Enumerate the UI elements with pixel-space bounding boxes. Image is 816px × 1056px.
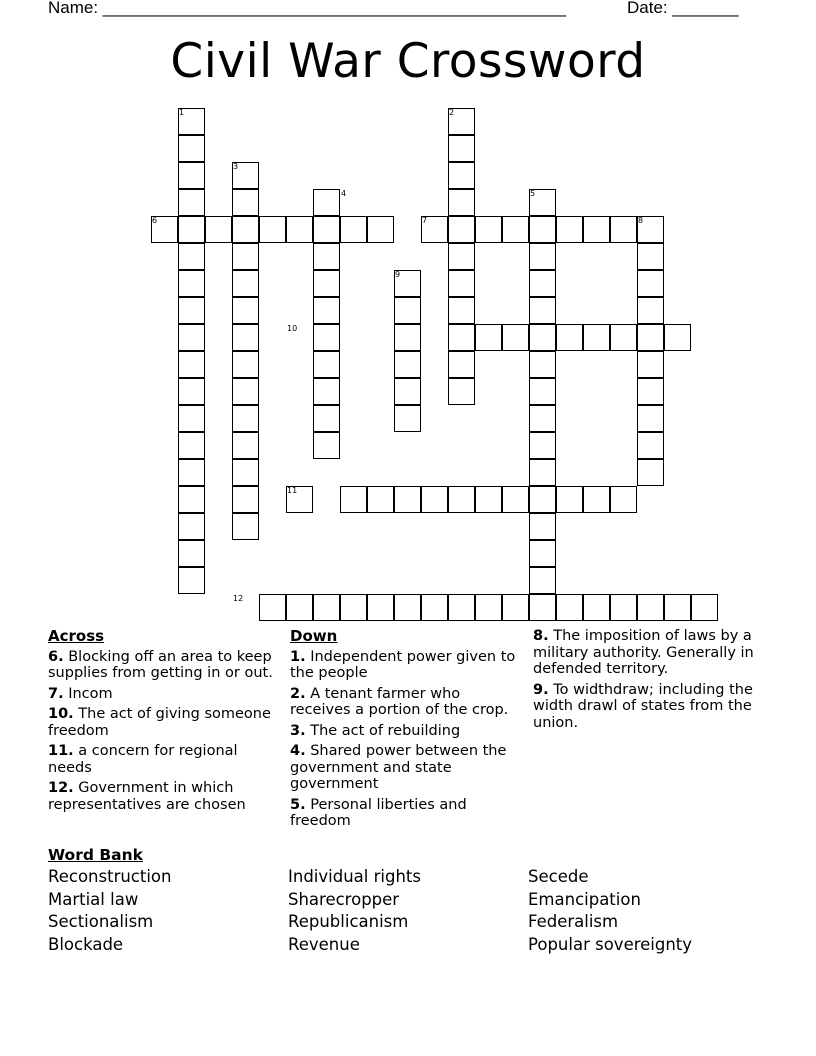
grid-cell[interactable]: [637, 378, 664, 405]
across-clues: [48, 628, 283, 817]
grid-cell[interactable]: [313, 378, 340, 405]
word-bank-item: Federalism: [528, 912, 619, 932]
grid-cell[interactable]: [178, 243, 205, 270]
grid-cell[interactable]: [313, 351, 340, 378]
clue-number: 1.: [290, 648, 306, 665]
grid-cell[interactable]: [340, 486, 367, 513]
clue-number: 7: [422, 216, 428, 225]
grid-cell[interactable]: [610, 216, 637, 243]
grid-cell[interactable]: [178, 162, 205, 189]
grid-cell[interactable]: [448, 243, 475, 270]
clue-number: 8.: [533, 628, 549, 644]
down-clues: [290, 628, 525, 834]
clue-text: Independent power given to the people: [290, 648, 516, 681]
clue-number: 3.: [290, 722, 306, 739]
grid-cell[interactable]: [421, 594, 448, 621]
grid-cell[interactable]: [394, 594, 421, 621]
grid-cell[interactable]: [286, 594, 313, 621]
grid-cell[interactable]: [178, 567, 205, 594]
grid-cell[interactable]: [556, 216, 583, 243]
grid-cell[interactable]: [448, 594, 475, 621]
grid-cell[interactable]: [367, 486, 394, 513]
grid-cell[interactable]: [286, 216, 313, 243]
grid-cell[interactable]: [448, 297, 475, 324]
grid-cell[interactable]: [583, 486, 610, 513]
clue-text: Government in which representatives are chosen: [48, 780, 246, 813]
grid-cell[interactable]: [637, 351, 664, 378]
grid-cell[interactable]: [367, 216, 394, 243]
grid-cell[interactable]: [205, 216, 232, 243]
grid-cell[interactable]: [232, 297, 259, 324]
clue: [290, 723, 525, 740]
grid-cell[interactable]: [529, 351, 556, 378]
grid-cell[interactable]: [529, 378, 556, 405]
grid-cell[interactable]: [232, 486, 259, 513]
clue-number: 7.: [48, 685, 64, 702]
grid-cell[interactable]: [556, 486, 583, 513]
grid-cell[interactable]: [529, 324, 556, 351]
grid-cell[interactable]: [340, 216, 367, 243]
word-bank-item: Popular sovereignty: [528, 934, 693, 954]
clue-number: 1: [179, 108, 185, 117]
clue: [48, 649, 283, 682]
grid-cell[interactable]: [502, 486, 529, 513]
clue: [290, 686, 525, 719]
grid-cell[interactable]: [448, 189, 475, 216]
grid-cell[interactable]: [475, 324, 502, 351]
grid-cell[interactable]: [637, 432, 664, 459]
clue-number: 10: [287, 324, 298, 333]
word-bank-item: Blockade: [48, 934, 124, 954]
grid-cell[interactable]: [178, 378, 205, 405]
clue-number: 12.: [48, 780, 74, 796]
clue: [48, 743, 283, 776]
grid-cell[interactable]: [610, 324, 637, 351]
grid-cell[interactable]: [583, 594, 610, 621]
grid-cell[interactable]: [232, 513, 259, 540]
grid-cell[interactable]: [583, 324, 610, 351]
grid-cell[interactable]: [340, 594, 367, 621]
clue: [533, 682, 773, 732]
clue-number: 5: [530, 189, 536, 198]
down-heading: Down: [290, 627, 338, 645]
grid-cell[interactable]: [448, 135, 475, 162]
clue-number: 2.: [290, 685, 306, 702]
clue-text: The act of giving someone freedom: [48, 706, 271, 739]
date-field-label: Date: _______: [627, 0, 739, 17]
grid-cell[interactable]: [529, 567, 556, 594]
grid-cell[interactable]: [232, 243, 259, 270]
grid-cell[interactable]: [178, 405, 205, 432]
grid-cell[interactable]: [448, 216, 475, 243]
grid-cell[interactable]: [178, 135, 205, 162]
grid-cell[interactable]: [475, 594, 502, 621]
clue-text: Incom: [68, 685, 113, 702]
grid-cell[interactable]: [178, 513, 205, 540]
across-heading: Across: [48, 627, 105, 645]
grid-cell[interactable]: [178, 432, 205, 459]
word-bank-item: Reconstruction: [48, 867, 172, 886]
clue: [48, 686, 283, 703]
grid-cell[interactable]: [448, 324, 475, 351]
grid-cell[interactable]: [583, 216, 610, 243]
grid-cell[interactable]: [637, 459, 664, 486]
word-bank-item: Sectionalism: [48, 912, 154, 932]
grid-cell[interactable]: [313, 405, 340, 432]
grid-cell[interactable]: [313, 243, 340, 270]
clue-number: 4: [341, 189, 347, 198]
grid-cell[interactable]: [313, 594, 340, 621]
grid-cell[interactable]: [259, 594, 286, 621]
grid-cell[interactable]: [313, 432, 340, 459]
grid-cell[interactable]: [394, 324, 421, 351]
grid-cell[interactable]: [637, 297, 664, 324]
word-bank-item: Revenue: [288, 934, 360, 954]
clue: [290, 797, 525, 830]
name-field-label: Name: _________________________________________________: [48, 0, 567, 17]
grid-cell[interactable]: [421, 486, 448, 513]
clue-number: 9.: [533, 681, 549, 698]
grid-cell[interactable]: [529, 216, 556, 243]
grid-cell[interactable]: [394, 405, 421, 432]
grid-cell[interactable]: [529, 459, 556, 486]
clue-number: 3: [233, 162, 239, 171]
grid-cell[interactable]: [178, 189, 205, 216]
grid-cell[interactable]: [178, 216, 205, 243]
clue: [533, 628, 773, 678]
grid-cell[interactable]: [475, 486, 502, 513]
grid-cell[interactable]: [529, 432, 556, 459]
clue: [48, 780, 283, 813]
grid-cell[interactable]: [448, 351, 475, 378]
clue-text: a concern for regional needs: [48, 743, 238, 776]
grid-cell[interactable]: [232, 351, 259, 378]
clue-number: 9: [395, 270, 401, 279]
clue-number: 6: [152, 216, 158, 225]
grid-cell[interactable]: [529, 540, 556, 567]
grid-cell[interactable]: [637, 594, 664, 621]
grid-cell[interactable]: [394, 297, 421, 324]
grid-cell[interactable]: [178, 351, 205, 378]
clue-number: 4.: [290, 743, 306, 759]
clue-number: 2: [449, 108, 455, 117]
grid-cell[interactable]: [502, 594, 529, 621]
word-bank-item: Individual rights: [288, 867, 421, 886]
clue: [290, 649, 525, 682]
grid-cell[interactable]: [178, 270, 205, 297]
grid-cell[interactable]: [313, 270, 340, 297]
grid-cell[interactable]: [637, 324, 664, 351]
clue-number: 8: [638, 216, 644, 225]
grid-cell[interactable]: [529, 486, 556, 513]
grid-cell[interactable]: [610, 486, 637, 513]
grid-cell[interactable]: [178, 324, 205, 351]
grid-cell[interactable]: [232, 324, 259, 351]
grid-cell[interactable]: [610, 594, 637, 621]
grid-cell[interactable]: [691, 594, 718, 621]
grid-cell[interactable]: [529, 513, 556, 540]
grid-cell[interactable]: [232, 405, 259, 432]
grid-cell[interactable]: [637, 270, 664, 297]
grid-cell[interactable]: [394, 351, 421, 378]
grid-cell[interactable]: [232, 270, 259, 297]
grid-cell[interactable]: [556, 594, 583, 621]
grid-cell[interactable]: [313, 324, 340, 351]
word-bank-item: Martial law: [48, 889, 139, 909]
grid-cell[interactable]: [448, 270, 475, 297]
grid-cell[interactable]: [178, 540, 205, 567]
clue-text: The imposition of laws by a military authority. Generally in defended territory.: [533, 628, 754, 677]
clue-number: 11: [287, 486, 298, 495]
clue-number: 11.: [48, 743, 74, 759]
grid-cell[interactable]: [637, 405, 664, 432]
word-bank-heading: Word Bank: [48, 846, 143, 864]
grid-cell[interactable]: [313, 297, 340, 324]
clue-text: Shared power between the government and state government: [290, 743, 507, 792]
page-title: Civil War Crossword: [170, 34, 646, 89]
clue-number: 10.: [48, 706, 74, 722]
grid-cell[interactable]: [529, 270, 556, 297]
grid-cell[interactable]: [475, 216, 502, 243]
word-bank-item: Republicanism: [288, 912, 409, 932]
grid-cell[interactable]: [232, 216, 259, 243]
grid-cell[interactable]: [313, 216, 340, 243]
grid-cell[interactable]: [232, 378, 259, 405]
grid-cell[interactable]: [529, 405, 556, 432]
grid-cell[interactable]: [529, 243, 556, 270]
grid-cell[interactable]: [232, 189, 259, 216]
clue-number: 12: [233, 594, 244, 603]
clue-text: Personal liberties and freedom: [290, 796, 467, 829]
clue-text: The act of rebuilding: [310, 722, 461, 739]
grid-cell[interactable]: [448, 486, 475, 513]
grid-cell[interactable]: [448, 162, 475, 189]
grid-cell[interactable]: [259, 216, 286, 243]
grid-cell[interactable]: [394, 378, 421, 405]
grid-cell[interactable]: [178, 297, 205, 324]
word-bank-item: Emancipation: [528, 889, 641, 909]
grid-cell[interactable]: [178, 459, 205, 486]
grid-cell[interactable]: [502, 324, 529, 351]
clue-number: 6.: [48, 648, 64, 665]
grid-cell[interactable]: [529, 594, 556, 621]
word-bank-item: Secede: [528, 867, 589, 886]
grid-cell[interactable]: [664, 594, 691, 621]
grid-cell[interactable]: [367, 594, 394, 621]
down-clues-continued: [533, 628, 773, 735]
grid-cell[interactable]: [313, 189, 340, 216]
grid-cell[interactable]: [637, 243, 664, 270]
clue: [48, 706, 283, 739]
grid-cell[interactable]: [394, 486, 421, 513]
clue: [290, 743, 525, 793]
grid-cell[interactable]: [448, 378, 475, 405]
grid-cell[interactable]: [232, 432, 259, 459]
grid-cell[interactable]: [232, 459, 259, 486]
grid-cell[interactable]: [529, 297, 556, 324]
word-bank-item: Sharecropper: [288, 889, 400, 909]
grid-cell[interactable]: [664, 324, 691, 351]
grid-cell[interactable]: [502, 216, 529, 243]
clue-number: 5.: [290, 796, 306, 813]
clue-text: A tenant farmer who receives a portion of the crop.: [290, 685, 509, 718]
clue-text: To widthdraw; including the width drawl of states from the union.: [533, 681, 753, 731]
grid-cell[interactable]: [556, 324, 583, 351]
clue-text: Blocking off an area to keep supplies from getting in or out.: [48, 648, 273, 681]
grid-cell[interactable]: [178, 486, 205, 513]
